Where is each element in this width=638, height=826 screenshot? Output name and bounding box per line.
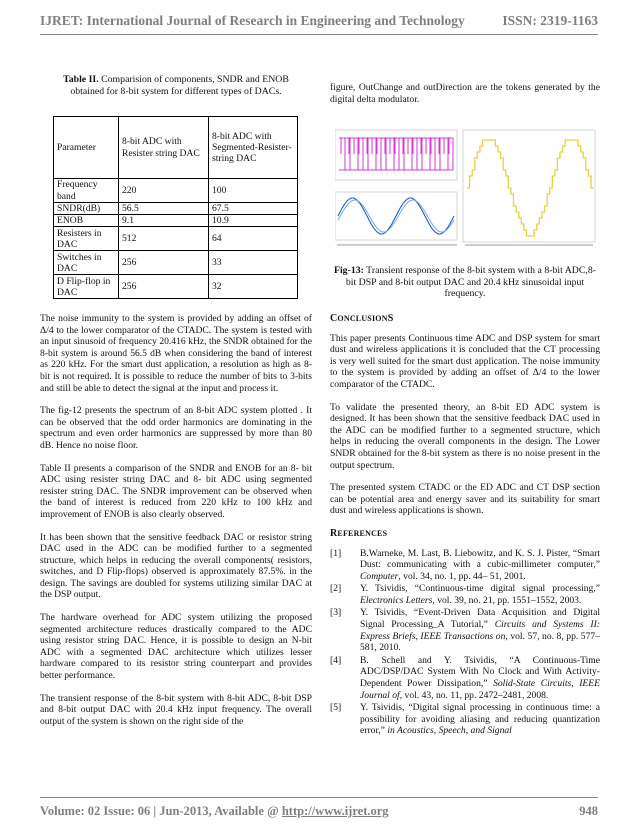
table-cell: 100 [209,179,298,203]
sinusoid-plot [335,192,457,240]
paragraph: It has been shown that the sensitive feedback DAC or resistor string DAC used in the ADC can be modified further to a segmented structure, which helps in reducing the overall components( resistors, switches, and D Flip-flops) observed is approximately 87.5%. in the design. The savings are doubled for systems utilizing similar DAC at the DSP output. [40,531,312,601]
paragraph: figure, OutChange and outDirection are the tokens generated by the digital delta modulator. [330,82,600,105]
tokens-plot [335,130,457,180]
issn: ISSN: 2319-1163 [502,13,598,28]
reference-item: [4] B. Schell and Y. Tsividis, “A Continuous-Time ADC/DSP/DAC System With No Clock and With Activity-Dependent Power Dissipation,” Solid-State Circuits, IEEE Journal of, vol. 43, no. 11, pp. 2472–2481, 2008. [330,654,600,701]
paragraph: This paper presents Continuous time ADC and DSP system for smart dust and wireless applications it is concluded that the CT processing is very well suited for the smart dust application. The noise immunity to the system is provided by adding an offset of Δ/4 to the lower comparator of the CTADC. [330,332,600,390]
reference-item: [5] Y. Tsividis, “Digital signal processing in continuous time: a possibility for avoiding aliasing and reducing quantization error,” in Acoustics, Speech, and Signal [330,702,600,737]
table-cell: 9.1 [119,215,209,227]
table-cell: 220 [119,179,209,203]
table-caption-text: Comparision of components, SNDR and ENOB obtained for 8-bit system for different types of DACs. [70,74,289,97]
page-header [40,9,598,31]
table-cell: 256 [119,251,209,275]
paragraph: The fig-12 presents the spectrum of an 8-bit ADC system plotted . It can be observed that the odd order harmonics are dominating in the spectrum and even order harmonics are suppressed by more than 80 dB. Hence no noise floor. [40,405,312,451]
table-row [54,215,298,227]
table-cell: 67.5 [209,203,298,215]
footer-text: Volume: 02 Issue: 06 | Jun-2013, Available @ [40,804,282,818]
table-cell: 56.5 [119,203,209,215]
table-cell: Resisters in DAC [54,227,119,251]
table-row [54,275,298,299]
table-cell: 64 [209,227,298,251]
table-row [54,203,298,215]
table-header-row [54,117,298,179]
table-caption [40,74,312,97]
table-cell: 32 [209,275,298,299]
table-row [54,251,298,275]
header-rule [40,34,598,35]
paragraph: Table II presents a comparison of the SNDR and ENOB for an 8- bit ADC using resister string DAC and 8- bit ADC using segmented resister string DAC. The SNDR improvement can be observed when the band of interest is reduced from 220 kHz to 100 kHz and improvement of ENOB is also clearly observed. [40,462,312,520]
table-cell: D Flip-flop in DAC [54,275,119,299]
figure-caption [330,265,600,300]
journal-title: IJRET: International Journal of Research in Engineering and Technology [40,13,465,28]
paragraph: The transient response of the 8-bit system with 8-bit ADC, 8-bit DSP and 8-bit output DAC with 20.4 kHz input frequency. The overall output of the system is shown on the right side of the [40,692,312,727]
table-cell: 33 [209,251,298,275]
paragraph: The presented system CTADC or the ED ADC and CT DSP section can be potential area and energy saver and its suitability for smart dust and wireless applications is shown. [330,482,600,517]
page-number: 948 [579,804,598,818]
paragraph: To validate the presented theory, an 8-bit ED ADC system is designed. It has been shown that the sensitive feedback DAC used in the ADC can be modified further to a segmented structure, which helps in reducing the overall components in the design. The Lower SNDR obtained for the 8-bit system as there is no noise present in the output spectrum. [330,401,600,471]
conclusions-section [330,313,600,738]
comparison-table [53,116,298,299]
reference-item: [3] Y. Tsividis, “Event-Driven Data Acquisition and Digital Signal Processing_A Tutorial,” Circuits and Systems II: Express Briefs, IEEE Transactions on, vol. 57, no. 8, pp. 577–581, 2010. [330,607,601,654]
reference-item: [2] Y. Tsividis, “Continuous-time digital signal processing,” Electronics Letters, vol. 39, no. 21, pp. 1551–1552, 2003. [330,583,600,606]
table-cell: Frequency band [54,179,119,203]
table-row [54,227,298,251]
footer-rule [40,797,598,798]
reference-item: [1] B.Warneke, M. Last, B. Liebowitz, and K. S. J. Pister, “Smart Dust: communicating with a cubic-millimeter computer,” Computer, vol. 34, no. 1, pp. 44– 51, 2001. [330,547,600,582]
table-cell: ENOB [54,215,119,227]
output-plot [463,130,595,242]
figure-caption-text: Transient response of the 8-bit system with a 8-bit ADC,8-bit DSP and 8-bit output DAC and 20.4 kHz sinusoidal input frequency. [345,265,597,300]
section-title: CONCLUSIONS [330,313,394,324]
table-cell: 256 [119,275,209,299]
table-header-cell: 8-bit ADC with Segmented-Resister-string DAC [209,117,298,179]
table-cell: 10.9 [209,215,298,227]
paragraph: The noise immunity to the system is provided by adding an offset of Δ/4 to the lower comparator of the CTADC. The system is tested with an input sinusoid of frequency 20.416 kHz, the SNDR obtained for the 8-bit system is around 56.5 dB when considering the band of interest as 220 kHz. For the smart dust application, a resolution as high as 8-bit is not required. It is possible to reduce the number of bits to 3-bits and still be able to detect the signal at the input and process it. [40,313,312,394]
reference-list [330,548,600,738]
table-label: Table II. [63,74,99,85]
page-footer [40,804,598,819]
table-row [54,179,298,203]
left-body [40,313,312,738]
table-cell: SNDR(dB) [54,203,119,215]
paragraph: The hardware overhead for ADC system utilizing the proposed segmented architecture reduces drastically compared to the ADC using resistor string DAC. Hence, it is possible to design an N-bit ADC with a segmented DAC architecture which utilizes lesser hardware compared to its resistor string counterpart and provides better performance. [40,612,312,682]
table-header-cell: Parameter [54,117,119,179]
transient-response-figure [335,110,597,260]
section-title: REFERENCES [330,527,388,539]
table-cell: 512 [119,227,209,251]
table-header-cell: 8-bit ADC with Resister string DAC [119,117,209,179]
table-cell: Switches in DAC [54,251,119,275]
figure-label: Fig-13: [333,265,364,276]
footer-link[interactable]: http://www.ijret.org [281,804,389,818]
